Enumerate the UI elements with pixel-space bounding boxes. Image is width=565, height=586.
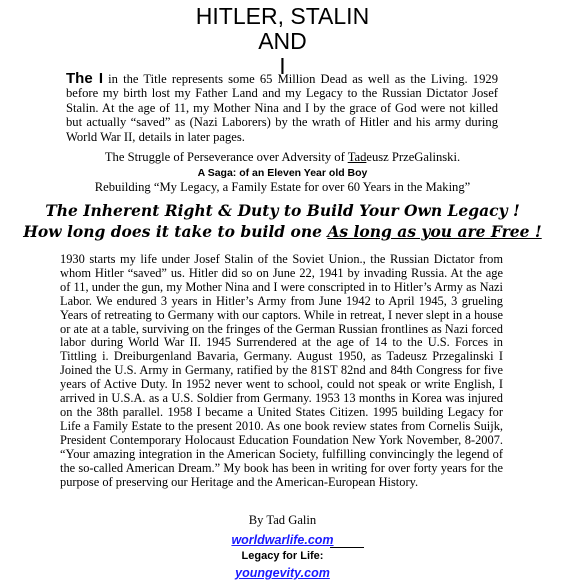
banner-line-2 xyxy=(0,222,565,241)
struggle-text: The Struggle of Perseverance over Adversity of xyxy=(104,150,348,164)
byline: By Tad Galin xyxy=(248,513,317,527)
saga-line: A Saga: of an Eleven Year old Boy xyxy=(197,167,368,179)
banner-line-2-text: How long does it take to build one xyxy=(23,222,328,241)
title-line-3: I xyxy=(279,53,286,79)
worldwarlife-link[interactable]: worldwarlife.com xyxy=(231,533,334,547)
struggle-text-end: ski. xyxy=(442,150,461,164)
youngevity-link[interactable]: youngevity.com xyxy=(235,566,330,580)
rebuilding-line: Rebuilding “My Legacy, a Family Estate for over 60 Years in the Making” xyxy=(94,180,471,194)
body-paragraph: 1930 starts my life under Josef Stalin of the Soviet Union., the Russian Dictator from whom Hitler “saved” us. Hitler did so on June 22, 1941 by invading Russia. At the age of 11, under the gun, my Mother Nina and I were conscripted in to Hitler’s Army as Nazi Labor. We endured 3 years in Hitler’s Army from June 1942 to April 1945, 3 grueling Years of retreating to Germany with our captors. While in retreat, I never slept in a house or ate at a table, surviving on the fringes of the German Russian frontlines as Nazi forced labor during World War II. 1945 Surrendered at the age of 14 to the U.S. Forces in Tittling i. Dreiburgenland Bavaria, Germany. August 1950, as Tadeusz Przegalinski I Joined the U.S. Army in Germany, ratified by the 81ST 82nd and 84th Congress for five years of Active Duty. In 1952 never went to school, could not speak or write English, I arrived in U.S.A. as a U.S. Soldier from Germany. 1953 13 months in Korea was injured on the 38th parallel. 1958 I became a United States Citizen. 1995 building Legacy for Life a Family Estate to the present 2010. As one book review states from Cornelis Suijk, President Contemporary Holocaust Education Foundation New York November, 8-2007. “Your amazing integration in the American Society, fulfilling convincingly the legend of the so-called American Dream.” My book has been in writing for over forty years for the purpose of preserving our Heritage and the American-European History. xyxy=(60,252,503,489)
banner-line-1: The Inherent Right & Duty to Build Your Own Legacy ! xyxy=(45,201,520,220)
struggle-underlined: Tad xyxy=(347,150,367,164)
divider-rule xyxy=(330,547,364,548)
intro-text: in the Title represents some 65 Million Dead as well as the Living. 1929 before my birth lost my Father Land and my Legacy to the Russian Dictator Josef Stalin. At the age of 11, my Mother Nina and I by the grace of God were not killed but actually “saved” as (Nazi Laborers) by the wrath of Hitler and his army during World War II, details in later pages. xyxy=(66,72,498,144)
banner-line-2-underlined: As long as you are Free ! xyxy=(327,222,542,241)
title-line-2: AND xyxy=(258,28,307,54)
title-line-1: HITLER, STALIN xyxy=(195,3,370,29)
legacy-label: Legacy for Life: xyxy=(241,550,324,562)
intro-lead: The I xyxy=(66,70,104,87)
intro-paragraph xyxy=(66,72,498,144)
struggle-text-mid: eusz PrzeGalin xyxy=(366,150,443,164)
struggle-line xyxy=(0,150,565,165)
